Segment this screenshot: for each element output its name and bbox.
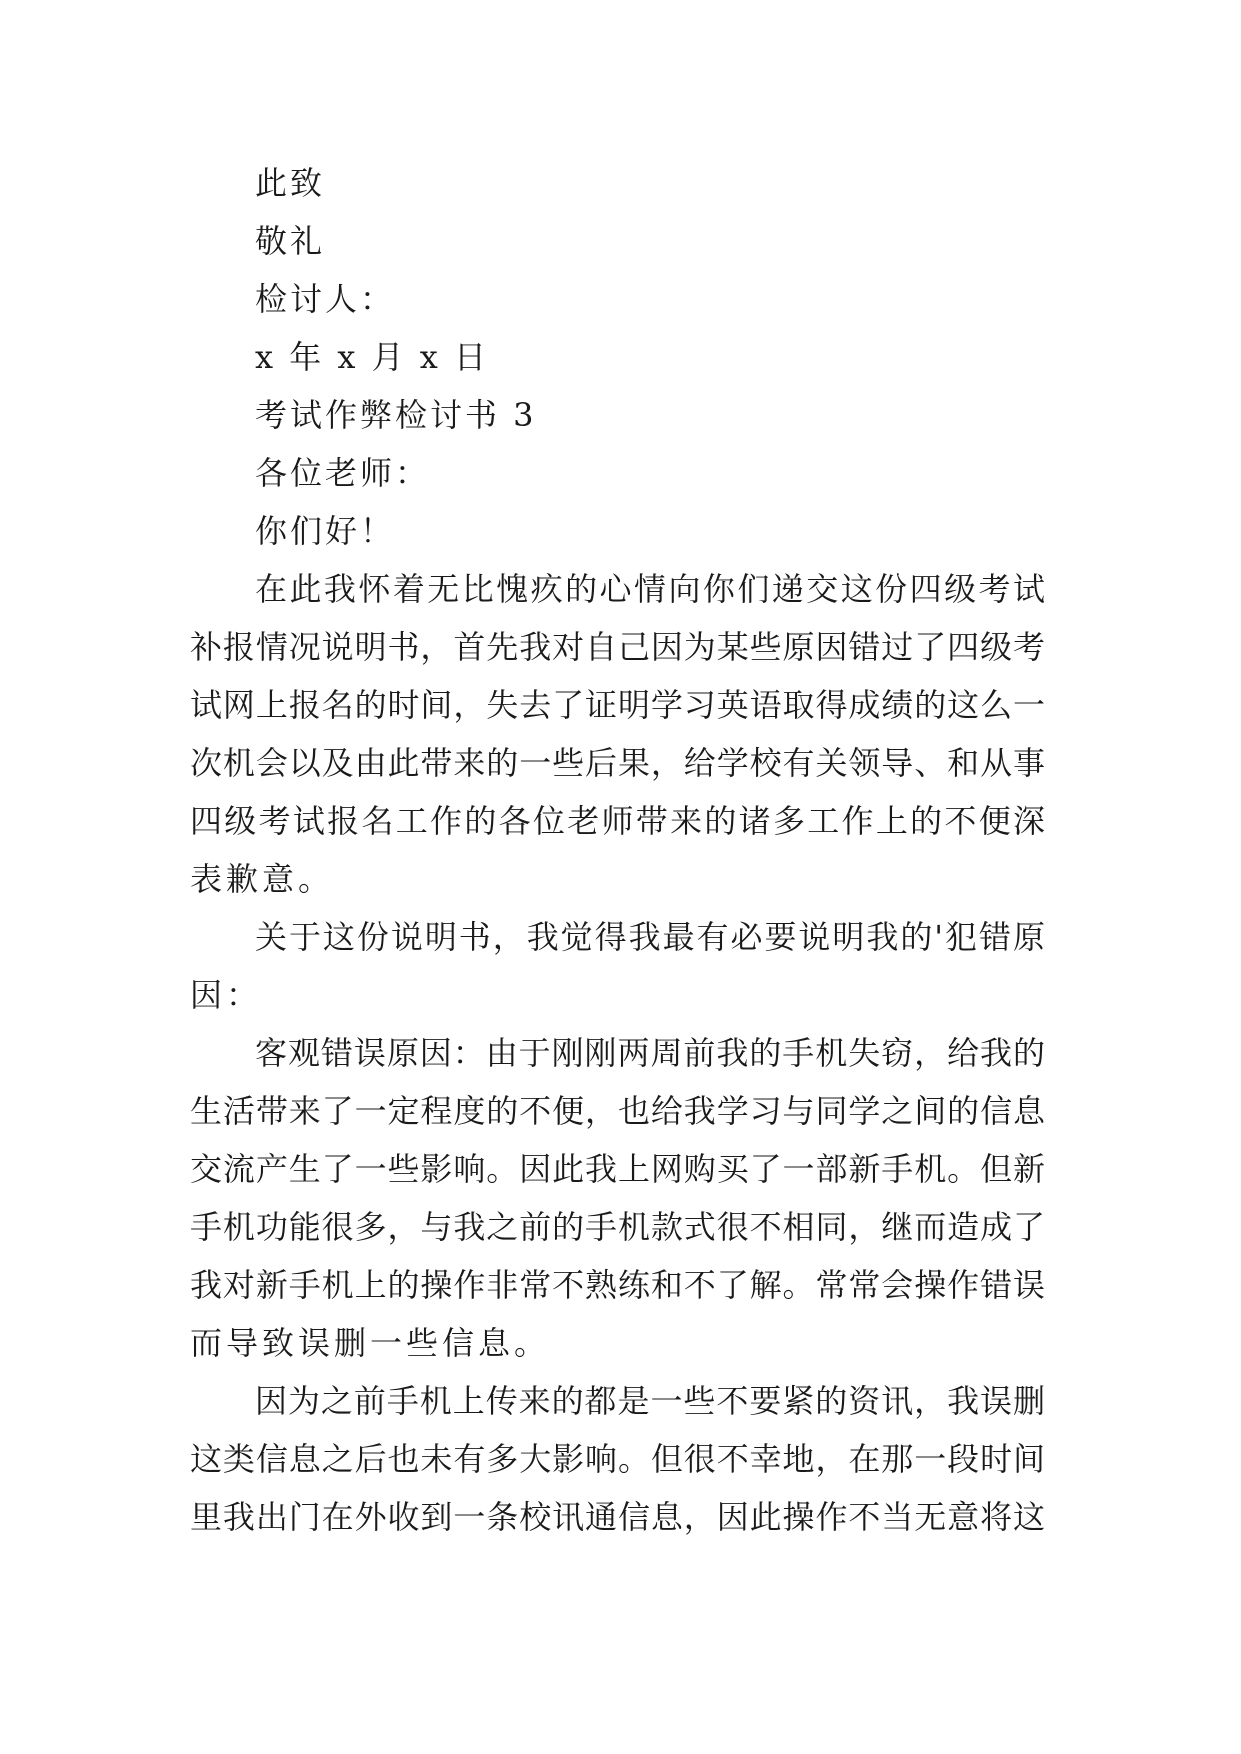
paragraph-line: 四级考试报名工作的各位老师带来的诸多工作上的不便深 — [190, 802, 1045, 840]
paragraph-line: 关于这份说明书，我觉得我最有必要说明我的'犯错原 — [255, 918, 1045, 956]
paragraph-line: 补报情况说明书，首先我对自己因为某些原因错过了四级考 — [190, 628, 1045, 666]
paragraph-line: 这类信息之后也未有多大影响。但很不幸地，在那一段时间 — [190, 1440, 1045, 1478]
paragraph-line: 在此我怀着无比愧疚的心情向你们递交这份四级考试 — [255, 570, 1045, 608]
closing-line-2: 敬礼 — [255, 222, 326, 260]
author-label: 检讨人： — [255, 280, 396, 318]
paragraph-line: 手机功能很多，与我之前的手机款式很不相同，继而造成了 — [190, 1208, 1045, 1246]
greeting: 你们好！ — [255, 512, 396, 550]
closing-line-1: 此致 — [255, 164, 326, 202]
paragraph-line: 交流产生了一些影响。因此我上网购买了一部新手机。但新 — [190, 1150, 1045, 1188]
paragraph-line: 因： — [190, 976, 263, 1014]
paragraph-line: 生活带来了一定程度的不便，也给我学习与同学之间的信息 — [190, 1092, 1045, 1130]
paragraph-line: 里我出门在外收到一条校讯通信息，因此操作不当无意将这 — [190, 1498, 1045, 1536]
paragraph-line: 试网上报名的时间，失去了证明学习英语取得成绩的这么一 — [190, 686, 1045, 724]
salutation: 各位老师： — [255, 454, 431, 492]
paragraph-line: 我对新手机上的操作非常不熟练和不了解。常常会操作错误 — [190, 1266, 1045, 1304]
paragraph-line: 次机会以及由此带来的一些后果，给学校有关领导、和从事 — [190, 744, 1045, 782]
paragraph-line: 表歉意。 — [190, 860, 335, 898]
paragraph-line: 而导致误删一些信息。 — [190, 1324, 551, 1362]
signature-date: x 年 x 月 x 日 — [255, 338, 490, 376]
letter-title: 考试作弊检讨书 3 — [255, 396, 537, 434]
paragraph-line: 客观错误原因：由于刚刚两周前我的手机失窃，给我的 — [255, 1034, 1045, 1072]
paragraph-line: 因为之前手机上传来的都是一些不要紧的资讯，我误删 — [255, 1382, 1045, 1420]
